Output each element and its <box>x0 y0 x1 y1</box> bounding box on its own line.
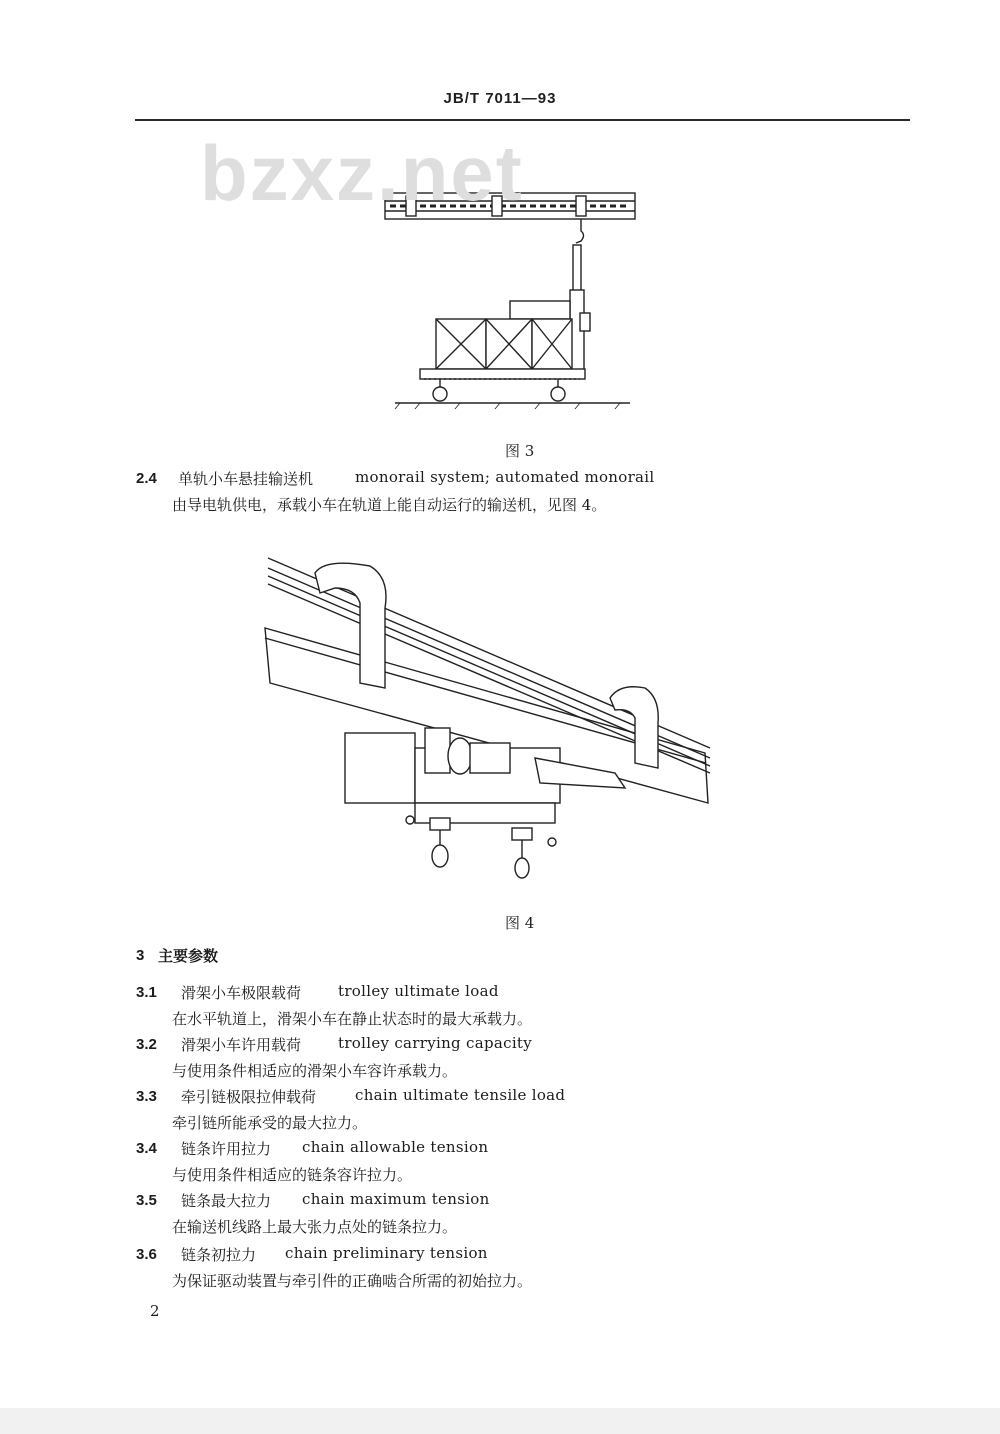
item-definition: 与使用条件相适应的滑架小车容许承载力。 <box>172 1062 458 1080</box>
page-bottom-band <box>0 1408 1000 1434</box>
item-term-en: trolley carrying capacity <box>338 1034 533 1052</box>
item-term-cn: 滑架小车许用载荷 <box>181 1036 302 1054</box>
item-definition: 在输送机线路上最大张力点处的链条拉力。 <box>172 1218 458 1236</box>
page-number: 2 <box>150 1302 160 1320</box>
section-3-number: 3 <box>136 947 145 964</box>
item-number: 3.3 <box>136 1088 157 1105</box>
item-term-cn: 链条初拉力 <box>181 1246 257 1264</box>
item-definition: 牵引链所能承受的最大拉力。 <box>172 1114 368 1132</box>
cart-platform <box>420 369 585 379</box>
item-term-cn: 滑架小车极限载荷 <box>181 984 302 1002</box>
document-number-header: JB/T 7011—93 <box>443 90 557 107</box>
item-definition: 为保证驱动装置与牵引件的正确啮合所需的初始拉力。 <box>172 1272 533 1290</box>
cargo-boxes <box>436 301 572 369</box>
item-number: 3.4 <box>136 1140 157 1157</box>
item-term-en: trolley ultimate load <box>338 982 499 1000</box>
watermark-logo: bzxz.net <box>200 129 524 217</box>
figure-3-drawing <box>380 185 640 415</box>
header-rule <box>135 119 910 121</box>
item-number: 3.6 <box>136 1246 157 1263</box>
item-definition: 与使用条件相适应的链条容许拉力。 <box>172 1166 413 1184</box>
figure-3-caption: 图 3 <box>505 442 535 460</box>
section-2-4-term-cn: 单轨小车悬挂输送机 <box>178 470 314 488</box>
section-2-4-term-en: monorail system; automated monorail <box>355 468 655 486</box>
item-term-cn: 链条最大拉力 <box>181 1192 272 1210</box>
item-term-en: chain maximum tension <box>302 1190 490 1208</box>
cart-wheels <box>433 379 565 401</box>
item-term-en: chain ultimate tensile load <box>355 1086 566 1104</box>
item-number: 3.2 <box>136 1036 157 1053</box>
section-2-4-definition: 由导电轨供电，承载小车在轨道上能自动运行的输送机，见图 4。 <box>172 496 607 514</box>
section-3-title: 主要参数 <box>158 947 219 965</box>
item-definition: 在水平轨道上，滑架小车在静止状态时的最大承载力。 <box>172 1010 533 1028</box>
item-term-cn: 牵引链极限拉伸载荷 <box>181 1088 317 1106</box>
item-term-cn: 链条许用拉力 <box>181 1140 272 1158</box>
figure-4-drawing <box>240 548 730 888</box>
tow-hook <box>576 219 584 243</box>
item-number: 3.1 <box>136 984 157 1001</box>
eye-bolt-hooks <box>406 816 556 878</box>
item-term-en: chain preliminary tension <box>285 1244 488 1262</box>
figure-4-caption: 图 4 <box>505 914 535 932</box>
item-term-en: chain allowable tension <box>302 1138 489 1156</box>
section-2-4-number: 2.4 <box>136 470 157 487</box>
item-number: 3.5 <box>136 1192 157 1209</box>
